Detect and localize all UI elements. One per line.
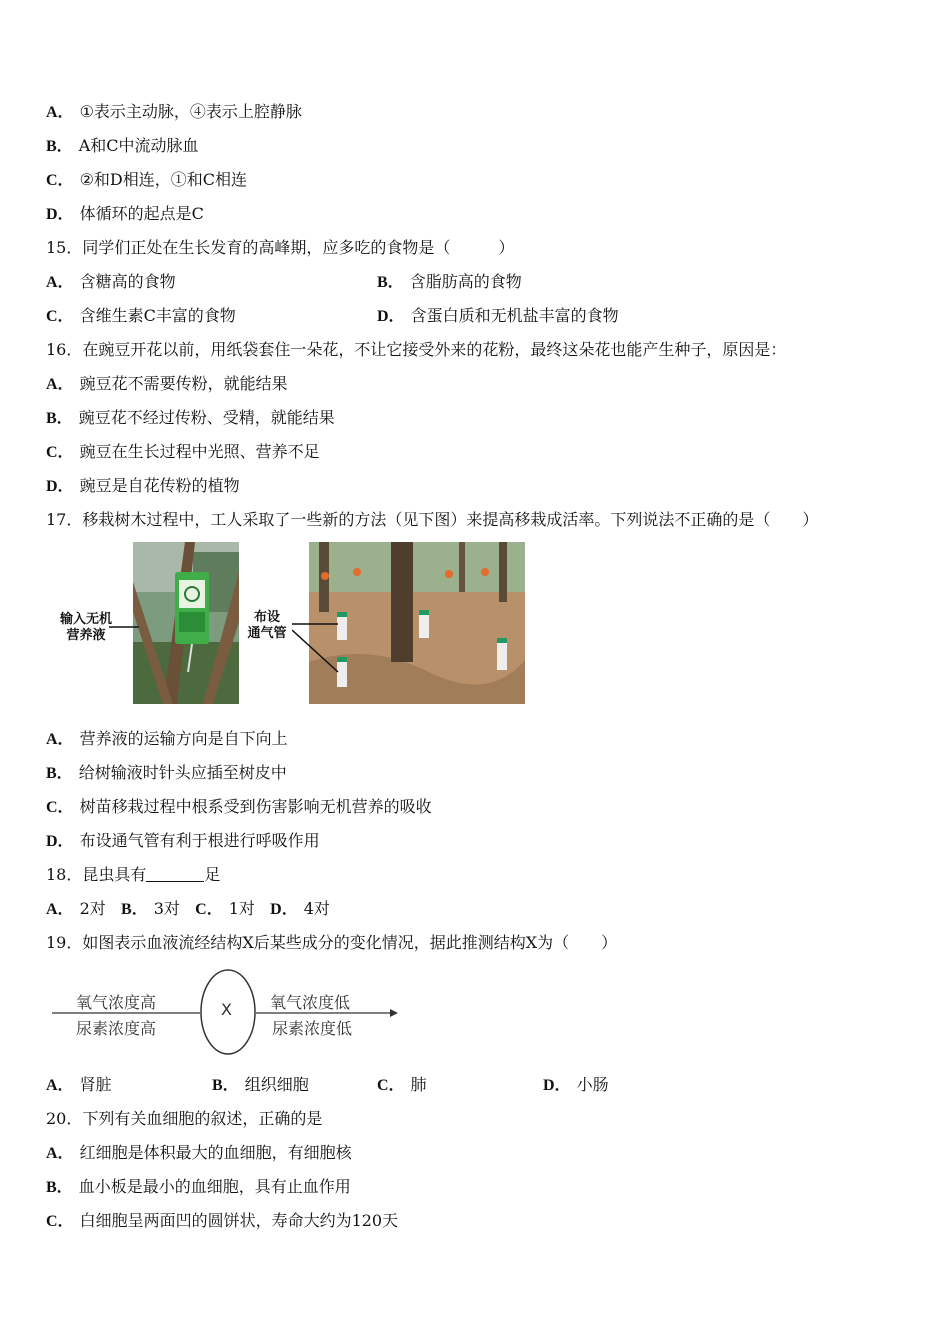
q18-options: A． 2对 B． 3对 C． 1对 D． 4对	[46, 899, 330, 918]
q15-option-d: D． 含蛋白质和无机盐丰富的食物	[377, 306, 619, 325]
q17-option-c: C． 树苗移栽过程中根系受到伤害影响无机营养的吸收	[46, 797, 432, 816]
q16-option-b: B． 豌豆花不经过传粉、受精，就能结果	[46, 408, 335, 427]
q17-stem: 17．移栽树木过程中，工人采取了一些新的方法（见下图）来提高移栽成活率。下列说法不正确的是（ ）	[46, 510, 819, 529]
q15-option-b: B． 含脂肪高的食物	[377, 272, 522, 291]
q14-option-d: D． 体循环的起点是C	[46, 204, 204, 223]
q15-option-c: C． 含维生素C丰富的食物	[46, 306, 236, 325]
q16-option-d: D． 豌豆是自花传粉的植物	[46, 476, 240, 495]
answer-blank	[146, 865, 204, 882]
photo-iv-bag-tree	[133, 542, 239, 704]
before-oxygen-label: 氧气浓度高	[76, 993, 157, 1012]
q19-option-a: A． 肾脏	[46, 1075, 112, 1094]
q19-option-c: C． 肺	[377, 1075, 427, 1094]
q14-option-a: A． ①表示主动脉，④表示上腔静脉	[46, 102, 302, 121]
q16-option-a: A． 豌豆花不需要传粉，就能结果	[46, 374, 288, 393]
before-urea-label: 尿素浓度高	[76, 1019, 157, 1038]
q19-flow-diagram	[50, 968, 410, 1060]
pointer-line-left	[109, 624, 139, 630]
after-urea-label: 尿素浓度低	[272, 1019, 353, 1038]
q20-option-a: A． 红细胞是体积最大的血细胞，有细胞核	[46, 1143, 352, 1162]
after-oxygen-label: 氧气浓度低	[270, 993, 351, 1012]
q19-option-d: D． 小肠	[543, 1075, 609, 1094]
label-ventilation-pipe: 布设 通气管	[247, 610, 287, 641]
q20-option-b: B． 血小板是最小的血细胞，具有止血作用	[46, 1177, 351, 1196]
label-nutrient-solution: 输入无机 营养液	[59, 612, 112, 643]
q18-stem: 18．昆虫具有 足	[46, 865, 221, 884]
q17-option-b: B． 给树输液时针头应插至树皮中	[46, 763, 287, 782]
q15-stem: 15．同学们正处在生长发育的高峰期，应多吃的食物是（ ）	[46, 238, 515, 257]
pointer-lines-right	[292, 622, 342, 682]
q17-option-a: A． 营养液的运输方向是自下向上	[46, 729, 288, 748]
q14-option-c: C． ②和D相连，①和C相连	[46, 170, 247, 189]
q14-option-b: B． A和C中流动脉血	[46, 136, 199, 155]
q17-figure	[56, 542, 526, 704]
q20-stem: 20．下列有关血细胞的叙述，正确的是	[46, 1109, 323, 1128]
q19-stem: 19．如图表示血液流经结构X后某些成分的变化情况，据此推测结构X为（ ）	[46, 933, 618, 952]
q19-option-b: B． 组织细胞	[212, 1075, 309, 1094]
q20-option-c: C． 白细胞呈两面凹的圆饼状，寿命大约为120天	[46, 1211, 399, 1230]
q16-option-c: C． 豌豆在生长过程中光照、营养不足	[46, 442, 320, 461]
q16-stem: 16．在豌豆开花以前，用纸袋套住一朵花，不让它接受外来的花粉，最终这朵花也能产生种子，原因是：	[46, 340, 787, 359]
q15-option-a: A． 含糖高的食物	[46, 272, 176, 291]
structure-x-label: X	[221, 1000, 232, 1019]
q17-option-d: D． 布设通气管有利于根进行呼吸作用	[46, 831, 320, 850]
